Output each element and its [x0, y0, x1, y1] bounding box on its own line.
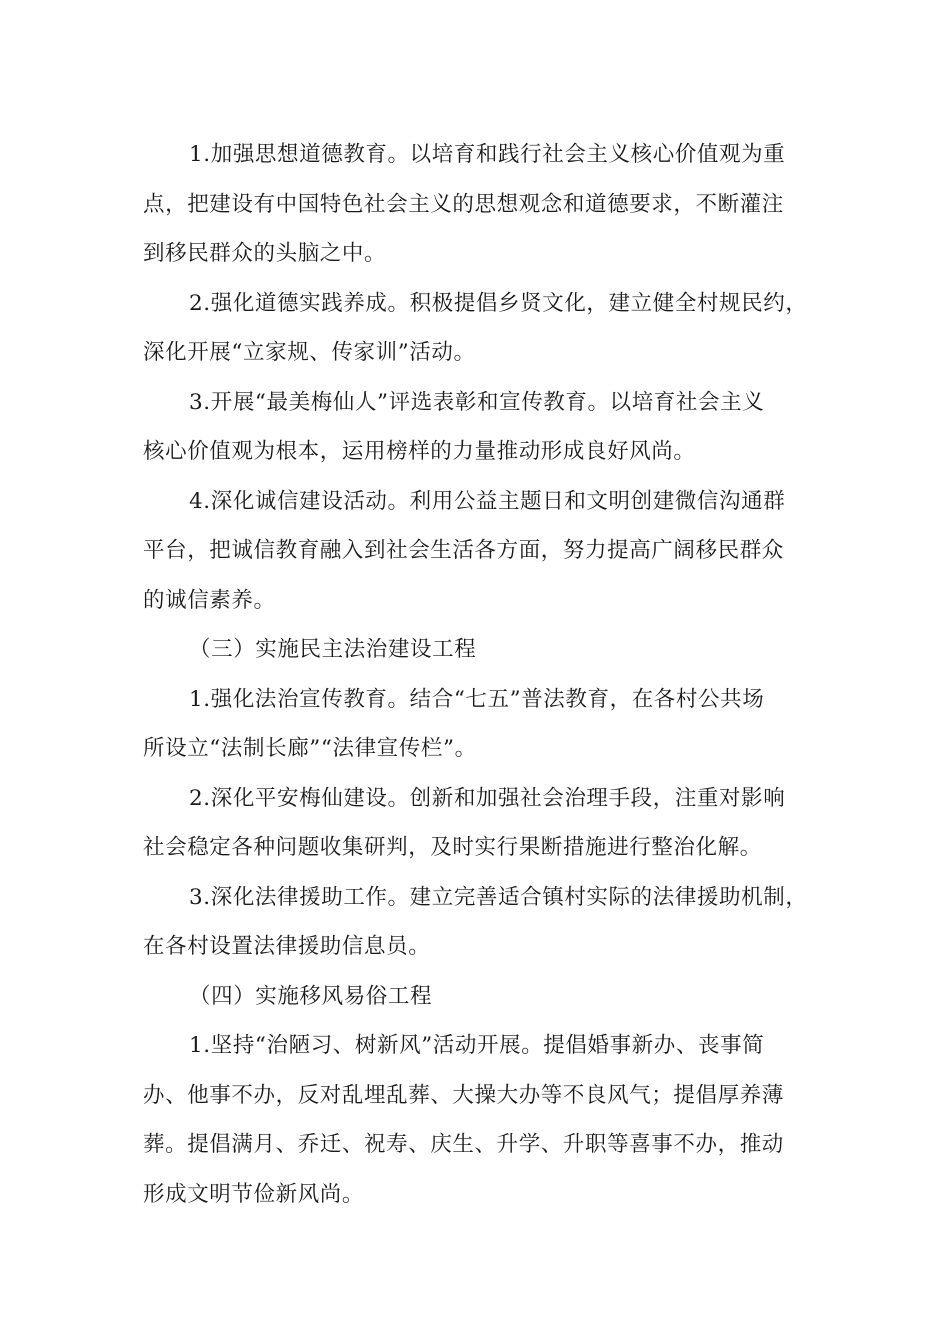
text-line: 深化开展“立家规、传家训”活动。 [143, 340, 476, 365]
paragraph-legal-publicity [143, 675, 843, 774]
section-heading-text: （四）实施移风易俗工程 [189, 983, 433, 1009]
text-line: 1.坚持“治陋习、树新风”活动开展。提倡婚事新办、丧事简 [189, 1033, 765, 1058]
text-line: 到移民群众的头脑之中。 [143, 241, 387, 266]
section-heading-text: （三）实施民主法治建设工程 [189, 637, 477, 662]
text-line: 2.深化平安梅仙建设。创新和加强社会治理手段，注重对影响 [189, 785, 786, 811]
text-line: 3.深化法律援助工作。建立完善适合镇村实际的法律援助机制， [189, 884, 808, 910]
paragraph-legal-aid [143, 873, 843, 972]
paragraph-role-models [143, 378, 843, 477]
section-heading-rule-of-law [143, 625, 843, 675]
text-line: 3.开展“最美梅仙人”评选表彰和宣传教育。以培育社会主义 [189, 389, 765, 415]
text-line: 1.强化法治宣传教育。结合“七五”普法教育，在各村公共场 [189, 686, 765, 712]
text-line: 办、他事不办，反对乱埋乱葬、大操大办等不良风气；提倡厚养薄 [143, 1082, 784, 1108]
text-line: 在各村设置法律援助信息员。 [143, 934, 431, 959]
text-line: 的诚信素养。 [143, 587, 276, 613]
paragraph-integrity [143, 477, 843, 626]
text-line: 2.强化道德实践养成。积极提倡乡贤文化，建立健全村规民约， [189, 290, 808, 316]
text-line: 1.加强思想道德教育。以培育和践行社会主义核心价值观为重 [189, 142, 786, 167]
section-heading-customs-reform [143, 972, 843, 1022]
text-line: 4.深化诚信建设活动。利用公益主题日和文明创建微信沟通群 [189, 488, 786, 514]
text-line: 形成文明节俭新风尚。 [143, 1181, 365, 1207]
text-line: 所设立“法制长廊”“法律宣传栏”。 [143, 736, 477, 761]
text-line: 社会稳定各种问题收集研判，及时实行果断措施进行整治化解。 [143, 835, 762, 860]
paragraph-moral-practice [143, 279, 843, 378]
text-line: 平台，把诚信教育融入到社会生活各方面，努力提高广阔移民群众 [143, 538, 784, 563]
document-body [143, 130, 843, 1219]
text-line: 核心价值观为根本，运用榜样的力量推动形成良好风尚。 [143, 439, 696, 464]
paragraph-moral-education [143, 130, 843, 279]
text-line: 点，把建设有中国特色社会主义的思想观念和道德要求，不断灌注 [143, 191, 784, 217]
paragraph-new-customs [143, 1021, 843, 1219]
paragraph-safe-meixian [143, 774, 843, 873]
text-line: 葬。提倡满月、乔迁、祝寿、庆生、升学、升职等喜事不办，推动 [143, 1132, 784, 1157]
